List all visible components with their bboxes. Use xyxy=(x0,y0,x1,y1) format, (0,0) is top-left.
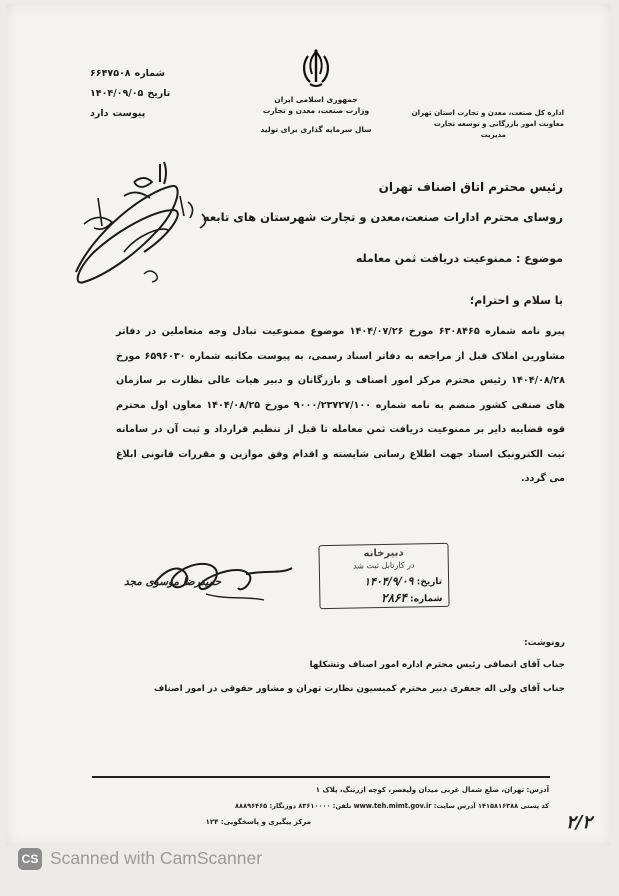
footer-contact: کد پستی ۱۴۱۵۸۱۶۳۸۸ آدرس سایت: www.teh.mimt.gov.ir تلفن: ۸۳۶۱۰۰۰۰ دورنگار: ۸۸۸۹۶۴۶۵ xyxy=(235,802,549,810)
date-label: تاریخ xyxy=(147,88,171,99)
stamp-number-value: ۲۸۶۴ xyxy=(380,590,408,606)
organization-block xyxy=(398,108,564,141)
republic-name: جمهوری اسلامی ایران xyxy=(274,95,358,104)
year-slogan: سال سرمایه گذاری برای تولید xyxy=(260,125,372,134)
handwritten-note-icon xyxy=(64,152,214,292)
camscanner-logo-icon: CS xyxy=(18,848,42,870)
subject-text: ممنوعیت دریافت ثمن معامله xyxy=(355,252,513,265)
cc-label: رونوشت: xyxy=(524,638,565,648)
signatory-name: حمیدرضا موسوی مجد xyxy=(124,576,222,588)
stamp-title: دبیرخانه xyxy=(363,547,404,560)
cc-line-2: جناب آقای ولی اله جعفری دبیر محترم کمیسیون نظارت تهران و مشاور حقوقی در امور اصناف xyxy=(154,684,565,694)
greeting: با سلام و احترام؛ xyxy=(469,294,563,307)
stamp-number-label: شماره: xyxy=(409,593,443,605)
secretariat-stamp xyxy=(318,543,449,609)
footer-address: آدرس: تهران، ضلع شمال غربی میدان ولیعصر، کوچه ازرتنگ، پلاک ۱ xyxy=(315,786,549,794)
attachment-label: پیوست xyxy=(112,108,146,119)
stamp-subtitle: در کارتابل ثبت شد xyxy=(352,560,415,571)
stamp-number-row xyxy=(381,590,443,605)
addressee-primary: رئیس محترم اتاق اصناف تهران xyxy=(378,180,563,194)
footer-hotline: مرکز پیگیری و پاسخگویی: ۱۲۴ xyxy=(205,818,311,826)
stamp-date-row xyxy=(364,574,442,588)
addressee-secondary: روسای محترم ادارات صنعت،معدن و تجارت شهرستان های تابعه xyxy=(202,210,563,224)
subject-line xyxy=(356,252,563,265)
stamp-date-label: تاریخ: xyxy=(416,576,443,588)
attachment-value: دارد xyxy=(90,108,109,119)
org-deputy: معاونت امور بازرگانی و توسعه تجارت xyxy=(433,120,564,128)
letter-meta xyxy=(90,64,180,124)
ministry-name: وزارت صنعت، معدن و تجارت xyxy=(262,106,370,115)
org-department: مدیریت xyxy=(480,131,506,139)
org-name: اداره کل صنعت، معدن و تجارت استان تهران xyxy=(411,109,564,117)
number-value: ۶۶۴۷۵۰۸ xyxy=(90,68,131,79)
camscanner-watermark: Scanned with CamScanner xyxy=(50,848,263,868)
number-label: شماره xyxy=(134,68,165,79)
stamp-date-value: ۱۴۰۴/۹/۰۹ xyxy=(364,574,414,589)
ministry-block xyxy=(256,94,376,135)
letter-body: پیرو نامه شماره ۶۳۰۸۴۶۵ مورخ ۱۴۰۴/۰۷/۲۶ موضوع ممنوعیت تبادل وجه متعاملین در دفاتر مشاورین املاک قبل از مراجعه به دفاتر اسناد رسمی، به پیوست مکاتبه شماره ۶۵۹۶۰۳۰ مورخ ۱۴۰۴/۰۸/۲۸ رئیس محترم مرکز امور اصناف و بازرگانان و دبیر هیات عالی نظارت بر سازمان های صنفی کشور منضم به نامه شماره ۹۰۰۰/۲۳۷۲۷/۱۰۰ مورخ ۱۴۰۴/۰۸/۲۵ معاون اول محترم قوه قضاییه دایر بر ممنوعیت دریافت ثمن معامله تا قبل از تنظیم قرارداد و ثبت آن در سامانه ثبت الکترونیک اسناد جهت اطلاع رسانی شایسته و اقدام وفق موازین و مقررات قانونی ابلاغ می گردد. xyxy=(116,326,566,484)
date-value: ۱۴۰۴/۰۹/۰۵ xyxy=(90,88,144,99)
subject-label: موضوع : xyxy=(516,252,563,265)
iran-emblem-icon xyxy=(296,48,336,92)
page-number-mark: ۲/۲ xyxy=(566,812,592,833)
letter-page xyxy=(6,4,611,846)
cc-line-1: جناب آقای انصافی رئیس محترم اداره امور اصناف وتشکلها xyxy=(309,660,565,670)
footer-divider xyxy=(92,776,550,778)
